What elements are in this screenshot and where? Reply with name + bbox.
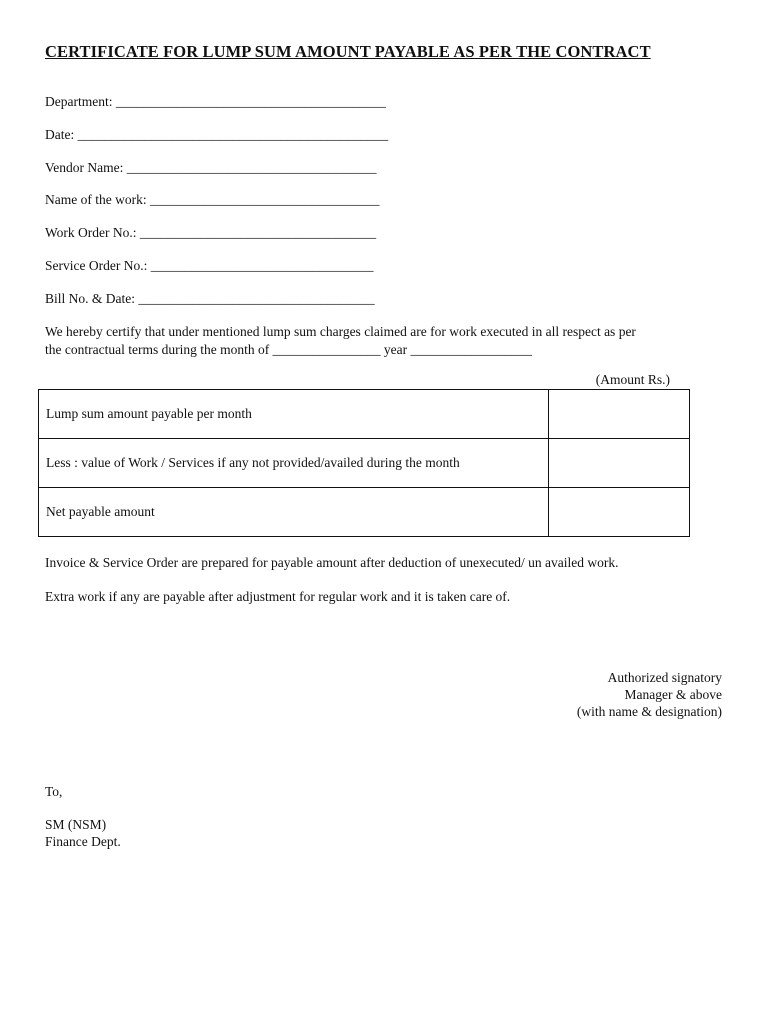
signatory-role: Manager & above <box>624 687 722 702</box>
table-row <box>39 439 690 488</box>
signatory-title: Authorized signatory <box>607 670 722 685</box>
service-order-field: Service Order No.: _________________________________ <box>45 258 374 273</box>
amount-table <box>38 389 690 537</box>
table-row-label: Net payable amount <box>39 488 549 537</box>
certify-line-1: We hereby certify that under mentioned lump sum charges claimed are for work executed in all respect as per <box>45 324 636 339</box>
signatory-note: (with name & designation) <box>576 704 722 719</box>
certify-line-2: the contractual terms during the month of ________________ year __________________ <box>45 342 533 357</box>
name-of-work-field: Name of the work: __________________________________ <box>45 192 380 207</box>
recipient-line-1: SM (NSM) <box>45 817 107 832</box>
signatory-block <box>577 669 722 720</box>
extra-work-note: Extra work if any are payable after adjustment for regular work and it is taken care of. <box>45 589 511 604</box>
table-row-label: Lump sum amount payable per month <box>39 390 549 439</box>
recipient-to: To, <box>45 784 63 799</box>
recipient-line-2: Finance Dept. <box>45 834 121 849</box>
invoice-note: Invoice & Service Order are prepared for payable amount after deduction of unexecuted/ un availed work. <box>45 555 619 570</box>
document-title: CERTIFICATE FOR LUMP SUM AMOUNT PAYABLE AS PER THE CONTRACT <box>45 42 651 61</box>
table-row-label: Less : value of Work / Services if any not provided/availed during the month <box>39 439 549 488</box>
work-order-field: Work Order No.: ___________________________________ <box>45 225 377 240</box>
recipient-block <box>45 816 121 850</box>
table-row-value <box>549 390 690 439</box>
table-row <box>39 488 690 537</box>
amount-unit-note: (Amount Rs.) <box>595 372 670 387</box>
table-row-value <box>549 488 690 537</box>
certify-paragraph <box>45 323 636 359</box>
date-field: Date: ______________________________________________ <box>45 127 389 142</box>
vendor-name-field: Vendor Name: _____________________________________ <box>45 160 377 175</box>
department-field: Department: ________________________________________ <box>45 94 386 109</box>
table-row <box>39 390 690 439</box>
bill-no-date-field: Bill No. & Date: ___________________________________ <box>45 291 375 306</box>
table-row-value <box>549 439 690 488</box>
